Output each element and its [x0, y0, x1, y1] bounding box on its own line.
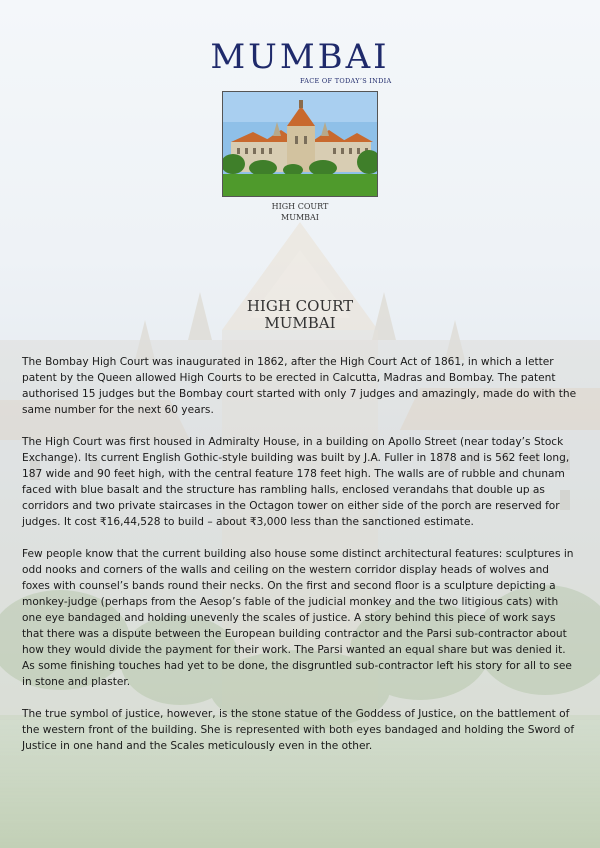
high-court-photo: [222, 91, 378, 197]
paragraph-3: Few people know that the current building also house some distinct architectural features: sculptures in odd nooks and corners of the walls and ceiling on the western corridor display heads of wolves and foxes with counsel’s bands round their necks. On the first and second floor is a sculpture depicting a monkey-judge (perhaps from the Aesop’s fable of the judicial monkey and the two litigious cats) with one eye bandaged and holding unevenly the scales of justice. A story behind this piece of work says that there was a dispute between the European building contractor and the Parsi sub-contractor about how they would divide the payment for their work. The Parsi wanted an equal share but was denied it. As some finishing touches had yet to be done, the disgruntled sub-contractor left his story for all to see in stone and plaster.: [22, 548, 574, 688]
photo-caption: [0, 201, 600, 223]
brand-tagline: FACE OF TODAY’S INDIA: [300, 77, 392, 85]
paragraph-4: The true symbol of justice, however, is the stone statue of the Goddess of Justice, on the battlement of the western front of the building. She is represented with both eyes bandaged and holding the Sword of Justice in one hand and the Scales meticulously even in the other.: [22, 708, 575, 752]
article-title: [0, 298, 600, 332]
article-title-line-2: MUMBAI: [264, 314, 336, 332]
brand-title: MUMBAI: [210, 37, 390, 77]
paragraph-2: The High Court was first housed in Admiralty House, in a building on Apollo Street (near today’s Stock Exchange). Its current English Gothic-style building was built by J.A. Fuller in 1878 and is 562 feet long, 187 wide and 90 feet high, with the central feature 178 feet high. The walls are of rubble and chunam faced with blue basalt and the structure has rambling halls, enclosed verandahs that double up as corridors and two private staircases in the Octagon tower on either side of the porch are reserved for judges. It cost ₹16,44,528 to build – about ₹3,000 less than the sanctioned estimate.: [22, 436, 570, 528]
paragraph-1: The Bombay High Court was inaugurated in 1862, after the High Court Act of 1861, in which a letter patent by the Queen allowed High Courts to be erected in Calcutta, Madras and Bombay. The patent authorised 15 judges but the Bombay court started with only 7 judges and amazingly, made do with the same number for the next 60 years.: [22, 356, 577, 416]
masthead: [0, 37, 600, 85]
high-court-building-icon: [223, 92, 377, 196]
article-body: [22, 354, 580, 770]
photo-caption-line-2: MUMBAI: [281, 213, 319, 222]
photo-caption-line-1: HIGH COURT: [271, 202, 329, 211]
article-title-line-1: HIGH COURT: [246, 297, 354, 315]
